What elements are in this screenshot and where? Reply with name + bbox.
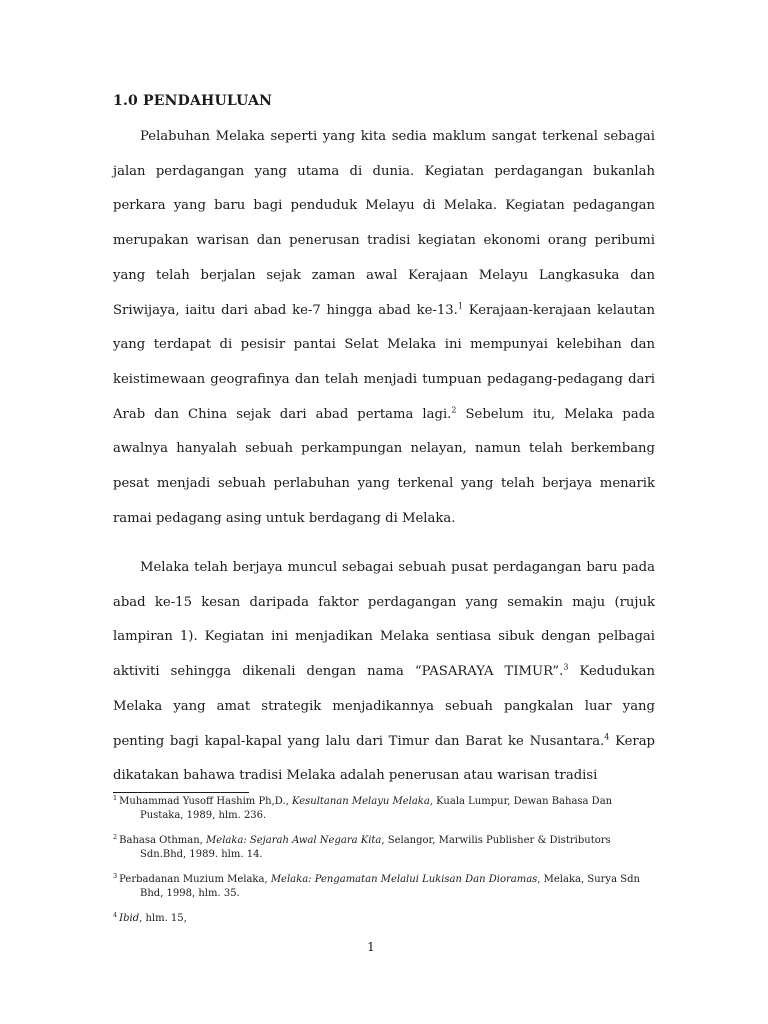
- paragraph-1-text-c: Sebelum itu, Melaka pada awalnya hanyalah sebuah perkampungan nelayan, namun telah berkembang pesat menjadi sebuah perlabuhan yang terkenal yang telah berjaya menarik ramai pedagang asing untuk berdagang di Melaka.: [113, 406, 656, 526]
- footnote-separator: [113, 792, 249, 793]
- footnote-2: [113, 834, 658, 861]
- footnote-title: Melaka: Sejarah Awal Negara Kita: [206, 835, 382, 846]
- paragraph-1-text-b: Kerajaan-kerajaan kelautan yang terdapat di pesisir pantai Selat Melaka ini mempunyai kelebihan dan keistimewaan geografinya dan telah menjadi tumpuan pedagang-pedagang dari Arab dan China sejak dari abad pertama lagi.: [113, 302, 655, 422]
- footnote-mark: 2: [113, 832, 118, 841]
- paragraph-2-text-a: Melaka telah berjaya muncul sebagai sebuah pusat perdagangan baru pada abad ke-15 kesan daripada faktor perdagangan yang semakin maju (rujuk lampiran 1). Kegiatan ini menjadikan Melaka sentiasa sibuk dengan pelbagai aktiviti sehingga dikenali dengan nama “PASARAYA TIMUR”.: [113, 560, 655, 680]
- footnotes: [113, 795, 658, 938]
- footnote-ref-4[interactable]: 4: [604, 732, 610, 742]
- paragraph-2-text-b: Kedudukan Melaka yang amat strategik menjadikannya sebuah pangkalan luar yang penting bagi kapal-kapal yang lalu dari Timur dan Barat ke Nusantara.: [113, 664, 656, 749]
- footnote-mark: 1: [113, 793, 118, 802]
- footnote-title: Melaka: Pengamatan Melalui Lukisan Dan Dioramas: [270, 874, 538, 885]
- section-heading: 1.0 PENDAHULUAN: [113, 93, 273, 109]
- footnote-ref-1[interactable]: 1: [457, 301, 463, 311]
- footnote-title: Kesultanan Melayu Melaka,: [292, 796, 433, 807]
- footnote-3: [113, 873, 658, 900]
- footnote-text-post: , Selangor, Marwilis Publisher & Distributors Sdn.Bhd, 1989. hlm. 14.: [140, 835, 611, 860]
- footnote-mark: 4: [113, 910, 118, 919]
- paragraph-2: [113, 551, 655, 794]
- paragraph-2-text-c: Kerap dikatakan bahawa tradisi Melaka adalah penerusan atau warisan tradisi: [113, 733, 655, 784]
- footnote-text-pre: Muhammad Yusoff Hashim Ph,D.,: [119, 796, 292, 807]
- paragraph-1: [113, 120, 655, 536]
- footnote-text-post: Kuala Lumpur, Dewan Bahasa Dan Pustaka, 1989, hlm. 236.: [140, 796, 613, 821]
- footnote-mark: 3: [113, 871, 118, 880]
- footnote-1: [113, 795, 658, 822]
- footnote-text-post: , hlm. 15,: [139, 913, 187, 924]
- footnote-4: [113, 912, 658, 926]
- footnote-text-pre: Bahasa Othman,: [119, 835, 207, 846]
- footnote-text-pre: Perbadanan Muzium Melaka,: [119, 874, 271, 885]
- paragraph-1-text-a: Pelabuhan Melaka seperti yang kita sedia maklum sangat terkenal sebagai jalan perdagangan yang utama di dunia. Kegiatan perdagangan bukanlah perkara yang baru bagi penduduk Melayu di Melaka. Kegiatan pedagangan merupakan warisan dan penerusan tradisi kegiatan ekonomi orang peribumi yang telah berjalan sejak zaman awal Kerajaan Melayu Langkasuka dan Sriwijaya, iaitu dari abad ke-7 hingga abad ke-13.: [113, 129, 655, 318]
- footnote-ref-2[interactable]: 2: [451, 405, 457, 415]
- footnote-title: Ibid: [119, 913, 140, 924]
- footnote-text-post: , Melaka, Surya Sdn Bhd, 1998, hlm. 35.: [140, 874, 640, 899]
- footnote-ref-3[interactable]: 3: [563, 662, 569, 672]
- page-number: 1: [367, 940, 375, 954]
